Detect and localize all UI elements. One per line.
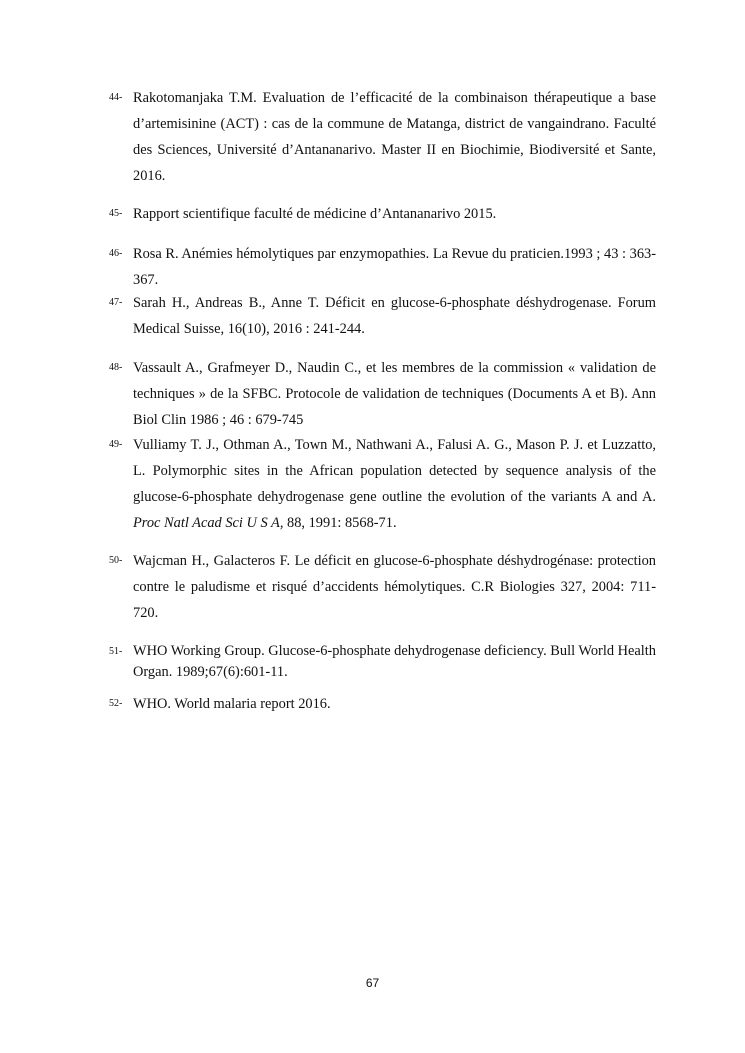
reference-number: 49- xyxy=(109,439,123,450)
reference-number: 51- xyxy=(109,646,123,657)
reference-text: Rosa R. Anémies hémolytiques par enzymopathies. La Revue du praticien.1993 ; 43 : 363-367. xyxy=(133,246,656,288)
reference-number: 46- xyxy=(109,248,123,259)
reference-text: Rapport scientifique faculté de médicine d’Antananarivo 2015. xyxy=(133,206,497,222)
reference-text: WHO. World malaria report 2016. xyxy=(133,696,331,712)
reference-number: 45- xyxy=(109,208,123,219)
reference-number: 52- xyxy=(109,698,123,709)
reference-number: 48- xyxy=(109,362,123,373)
reference-text-main: Vulliamy T. J., Othman A., Town M., Nathwani A., Falusi A. G., Mason P. J. et Luzzatto, L. Polymorphic sites in the African population detected by sequence analysis of the glucose-6-phosphate dehydrogenase gene outline the evolution of the variants A and A. xyxy=(133,437,656,505)
reference-text: Rakotomanjaka T.M. Evaluation de l’efficacité de la combinaison thérapeutique a base d’artemisinine (ACT) : cas de la commune de Matanga, district de vangaindrano. Faculté des Sciences, Université d’Antananarivo. Master II en Biochimie, Biodiversité et Sante, 2016. xyxy=(133,90,656,184)
reference-journal-italic: Proc Natl Acad Sci U S A, xyxy=(133,515,284,531)
reference-number: 44- xyxy=(109,92,123,103)
reference-text-tail: 88, 1991: 8568-71. xyxy=(283,515,397,531)
reference-text: Wajcman H., Galacteros F. Le déficit en glucose-6-phosphate déshydrogénase: protection contre le paludisme et risqué d’accidents hémolytiques. C.R Biologies 327, 2004: 711-720. xyxy=(133,553,656,621)
page-number: 67 xyxy=(365,976,380,990)
reference-number: 50- xyxy=(109,555,123,566)
reference-number: 47- xyxy=(109,297,123,308)
reference-text: Sarah H., Andreas B., Anne T. Déficit en glucose-6-phosphate déshydrogenase. Forum Medical Suisse, 16(10), 2016 : 241-244. xyxy=(133,295,656,337)
reference-text xyxy=(133,432,656,536)
reference-text: Vassault A., Grafmeyer D., Naudin C., et les membres de la commission « validation de techniques » de la SFBC. Protocole de validation de techniques (Documents A et B). Ann Biol Clin 1986 ; 46 : 679-745 xyxy=(133,360,656,428)
reference-text: WHO Working Group. Glucose-6-phosphate dehydrogenase deficiency. Bull World Health Organ. 1989;67(6):601-11. xyxy=(133,643,656,680)
